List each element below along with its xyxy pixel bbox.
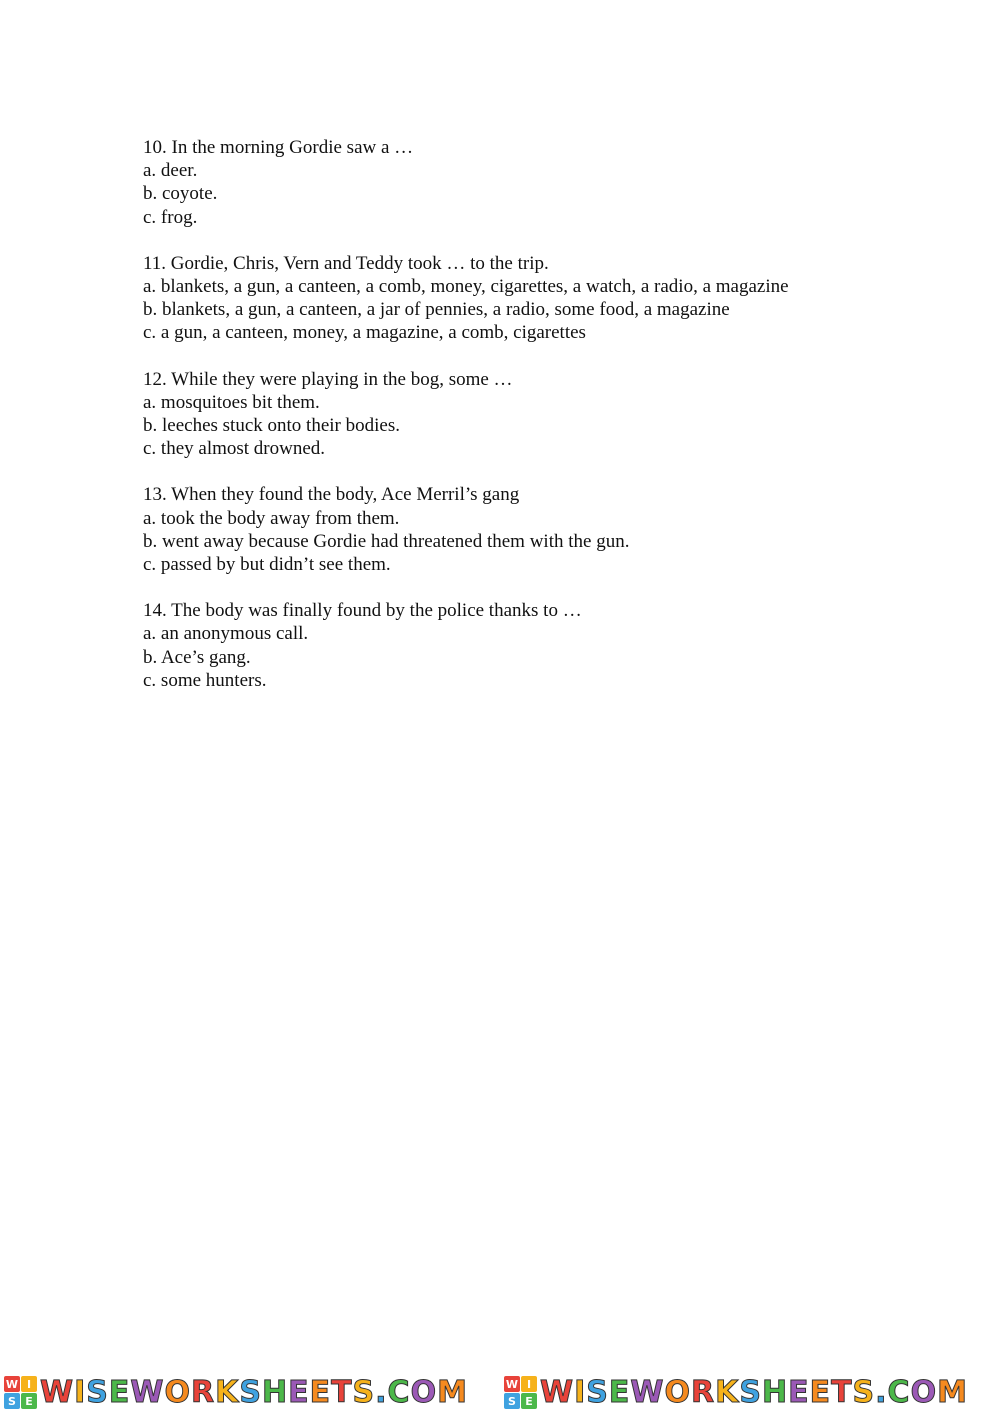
brand-letter: W (540, 1375, 575, 1410)
brand-letter: S (352, 1375, 376, 1410)
question-11 (143, 252, 963, 345)
brand-letter: E (788, 1375, 810, 1410)
answer-option-a: a. mosquitoes bit them. (143, 391, 320, 413)
brand-letter: H (761, 1375, 789, 1410)
brand-letter: S (739, 1375, 762, 1410)
answer-option-c: c. a gun, a canteen, money, a magazine, a comb, cigarettes (143, 322, 586, 344)
question-prompt: 12. While they were playing in the bog, some … (143, 368, 513, 390)
brand-letter: I (574, 1375, 587, 1410)
brand-letter: O (910, 1375, 938, 1410)
brand-letter: E (608, 1375, 631, 1410)
logo-letter: I (521, 1376, 537, 1392)
brand-letter: E (809, 1375, 832, 1410)
question-10 (143, 136, 963, 229)
brand-letter: W (130, 1375, 165, 1410)
question-13 (143, 483, 963, 576)
logo-letter: W (505, 1377, 519, 1391)
brand-letter: M (437, 1375, 468, 1410)
brand-letter: C (387, 1375, 411, 1410)
brand-letter: W (40, 1375, 75, 1410)
brand-letter: O (164, 1375, 191, 1410)
brand-letter: K (715, 1375, 740, 1410)
answer-option-c: c. they almost drowned. (143, 438, 326, 460)
brand-letter: S (86, 1375, 109, 1410)
question-prompt: 10. In the morning Gordie saw a … (143, 137, 414, 158)
answer-option-a: a. an anonymous call. (143, 623, 309, 645)
logo-letter: I (21, 1376, 37, 1392)
answer-option-b: b. Ace’s gang. (143, 646, 251, 668)
answer-option-b: b. blankets, a gun, a canteen, a jar of pennies, a radio, some food, a magazine (143, 299, 730, 321)
wise-logo-icon (504, 1376, 537, 1409)
brand-letter: I (74, 1375, 87, 1410)
answer-option-a: a. deer. (143, 160, 198, 182)
brand-letter: H (261, 1375, 289, 1410)
brand-letter: T (831, 1375, 853, 1410)
question-prompt: 11. Gordie, Chris, Vern and Teddy took … to the trip. (143, 252, 549, 274)
brand-letter: M (937, 1375, 968, 1410)
brand-text (540, 1372, 968, 1413)
brand-letter: O (664, 1375, 691, 1410)
question-14 (143, 599, 963, 692)
brand-letter: C (887, 1375, 911, 1410)
brand-letter: S (852, 1375, 876, 1410)
wise-logo-icon (4, 1376, 37, 1409)
brand-letter: W (630, 1375, 665, 1410)
brand-letter: O (410, 1375, 438, 1410)
answer-option-b: b. went away because Gordie had threatened them with the gun. (143, 530, 630, 552)
brand-letter: . (375, 1375, 388, 1410)
brand-letter: E (309, 1375, 332, 1410)
answer-option-b: b. leeches stuck onto their bodies. (143, 415, 400, 437)
question-12 (143, 368, 963, 461)
logo-letter: S (4, 1393, 20, 1409)
brand-letter: S (586, 1375, 609, 1410)
brand-letter: R (690, 1375, 716, 1410)
brand-letter: E (288, 1375, 310, 1410)
question-prompt: 14. The body was finally found by the police thanks to … (143, 600, 582, 622)
brand-text (40, 1372, 468, 1413)
brand-watermark (0, 1372, 500, 1413)
answer-option-c: c. passed by but didn’t see them. (143, 554, 391, 576)
logo-letter: E (521, 1393, 537, 1409)
logo-letter: W (5, 1377, 19, 1391)
logo-letter: E (21, 1393, 37, 1409)
brand-watermark (500, 1372, 1000, 1413)
brand-letter: T (331, 1375, 353, 1410)
brand-letter: K (215, 1375, 240, 1410)
answer-option-a: a. took the body away from them. (143, 507, 400, 529)
brand-letter: E (108, 1375, 131, 1410)
answer-option-c: c. frog. (143, 206, 198, 228)
quiz-content (143, 136, 963, 715)
question-prompt: 13. When they found the body, Ace Merril’s gang (143, 484, 520, 506)
answer-option-a: a. blankets, a gun, a canteen, a comb, money, cigarettes, a watch, a radio, a magazine (143, 276, 789, 298)
logo-letter: S (504, 1393, 520, 1409)
brand-letter: R (190, 1375, 216, 1410)
brand-letter: S (239, 1375, 262, 1410)
answer-option-b: b. coyote. (143, 183, 218, 205)
footer-watermark (0, 1372, 1000, 1413)
answer-option-c: c. some hunters. (143, 669, 267, 691)
brand-letter: . (875, 1375, 888, 1410)
